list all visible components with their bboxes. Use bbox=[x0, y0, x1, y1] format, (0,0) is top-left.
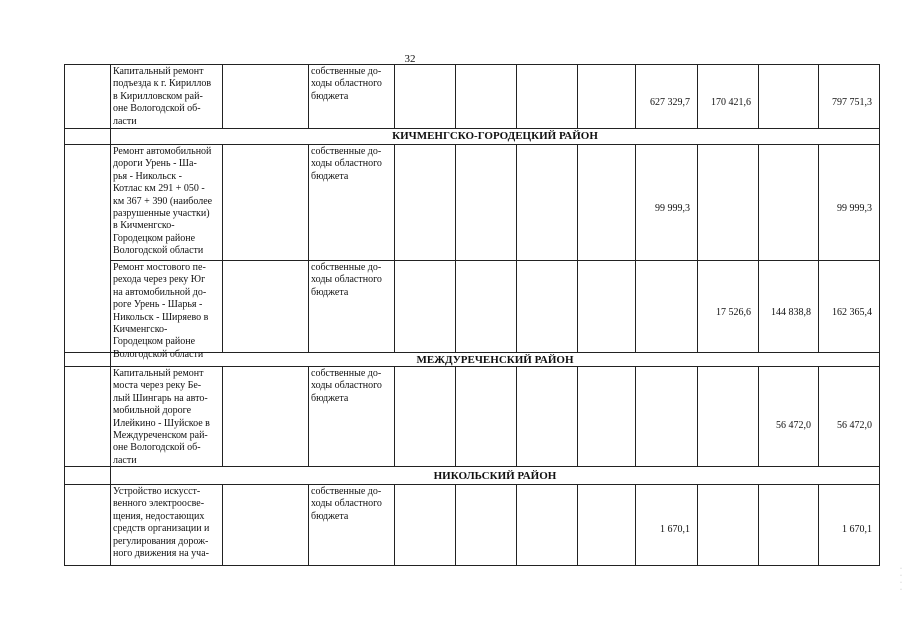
row-3-name-line: Капитальный ремонт bbox=[113, 368, 204, 379]
row-1-source-line: бюджета bbox=[311, 170, 349, 182]
row-3-source bbox=[311, 368, 382, 405]
row-0-v2: 170 421,6 bbox=[711, 97, 751, 108]
row-3-total: 56 472,0 bbox=[837, 420, 872, 431]
row-2-source-line: собственные до- bbox=[311, 262, 382, 273]
row-0-source-line: собственные до- bbox=[311, 66, 382, 77]
row-2-source bbox=[311, 262, 382, 299]
row-4-total: 1 670,1 bbox=[842, 524, 872, 535]
row-1-name-line: разрушенные участки) bbox=[113, 208, 210, 220]
row-1-name-line: Котлас км 291 + 050 - bbox=[113, 183, 205, 195]
row-3-source-line: собственные до- bbox=[311, 368, 382, 379]
row-2-source-line: ходы областного bbox=[311, 274, 382, 286]
row-2-v3: 144 838,8 bbox=[771, 307, 811, 318]
margin-marks: · · · · bbox=[900, 566, 902, 593]
row-4-name-line: Устройство искусст- bbox=[113, 486, 201, 497]
row-2-total: 162 365,4 bbox=[832, 307, 872, 318]
row-3-name-line: Междуреченском рай- bbox=[113, 430, 208, 442]
row-3-source-line: ходы областного bbox=[311, 380, 382, 392]
row-4-source bbox=[311, 486, 382, 523]
row-3-name-line: мобильной дороге bbox=[113, 405, 192, 417]
row-1-name-line: дороги Урень - Ша- bbox=[113, 158, 197, 170]
row-1-source bbox=[311, 146, 382, 183]
row-1-name-line: Городецком районе bbox=[113, 232, 196, 244]
row-3-name bbox=[113, 368, 210, 467]
row-0-name-line: оне Вологодской об- bbox=[113, 103, 201, 115]
row-4-name-line: щения, недостающих bbox=[113, 510, 205, 522]
row-3-name-line: моста через реку Бе- bbox=[113, 380, 202, 392]
row-1-v1: 99 999,3 bbox=[655, 203, 690, 214]
row-1-total: 99 999,3 bbox=[837, 203, 872, 214]
row-2-name-line: на автомобильной до- bbox=[113, 286, 207, 298]
row-1-name-line: км 367 + 390 (наиболее bbox=[113, 195, 213, 207]
row-4-name-line: ного движения на уча- bbox=[113, 548, 209, 560]
row-1-source-line: собственные до- bbox=[311, 146, 382, 157]
row-0-source bbox=[311, 66, 382, 103]
row-1-name bbox=[113, 146, 212, 258]
row-0-v1: 627 329,7 bbox=[650, 97, 690, 108]
row-4-source-line: ходы областного bbox=[311, 498, 382, 510]
row-4-name-line: регулирования дорож- bbox=[113, 535, 209, 547]
row-3-name-line: лый Шингарь на авто- bbox=[113, 392, 208, 404]
row-1-name-line: Вологодской области bbox=[113, 245, 204, 257]
row-0-name-line: ласти bbox=[113, 115, 137, 127]
row-2-name-line: Никольск - Ширяево в bbox=[113, 311, 209, 323]
row-3-name-line: оне Вологодской об- bbox=[113, 442, 201, 454]
row-0-total: 797 751,3 bbox=[832, 97, 872, 108]
row-3-source-line: бюджета bbox=[311, 392, 349, 404]
row-1-name-line: в Кичменгско- bbox=[113, 220, 175, 232]
row-2-name bbox=[113, 262, 208, 361]
row-2-name-line: Вологодской области bbox=[113, 348, 204, 360]
row-0-name-line: в Кирилловском рай- bbox=[113, 90, 203, 102]
row-3-v3: 56 472,0 bbox=[776, 420, 811, 431]
row-0-name bbox=[113, 66, 211, 128]
row-4-source-line: бюджета bbox=[311, 510, 349, 522]
row-1-source-line: ходы областного bbox=[311, 158, 382, 170]
row-4-name-line: венного электроосве- bbox=[113, 498, 205, 510]
row-4-name-line: средств организации и bbox=[113, 523, 210, 535]
row-1-name-line: рья - Никольск - bbox=[113, 170, 182, 182]
row-0-source-line: бюджета bbox=[311, 90, 349, 102]
row-4-v1: 1 670,1 bbox=[660, 524, 690, 535]
section-header-kichmengsko: КИЧМЕНГСКО-ГОРОДЕЦКИЙ РАЙОН bbox=[392, 130, 598, 142]
row-2-name-line: роге Урень - Шарья - bbox=[113, 299, 203, 311]
row-2-name-line: рехода через реку Юг bbox=[113, 274, 206, 286]
row-0-name-line: Капитальный ремонт bbox=[113, 66, 204, 77]
section-header-nikolsky: НИКОЛЬСКИЙ РАЙОН bbox=[433, 470, 557, 482]
row-3-name-line: Илейкино - Шуйское в bbox=[113, 417, 210, 429]
row-2-name-line: Городецком районе bbox=[113, 336, 196, 348]
row-2-v2: 17 526,6 bbox=[716, 307, 751, 318]
row-0-name-line: подъезда к г. Кириллов bbox=[113, 78, 212, 90]
row-2-name-line: Кичменгско- bbox=[113, 324, 168, 336]
section-header-mezhdurechensky: МЕЖДУРЕЧЕНСКИЙ РАЙОН bbox=[416, 354, 574, 366]
row-4-source-line: собственные до- bbox=[311, 486, 382, 497]
row-0-source-line: ходы областного bbox=[311, 78, 382, 90]
row-4-name bbox=[113, 486, 209, 560]
row-3-name-line: ласти bbox=[113, 454, 137, 466]
row-2-source-line: бюджета bbox=[311, 286, 349, 298]
page-number: 32 bbox=[404, 53, 416, 65]
row-2-name-line: Ремонт мостового пе- bbox=[113, 262, 206, 273]
row-1-name-line: Ремонт автомобильной bbox=[113, 146, 212, 157]
